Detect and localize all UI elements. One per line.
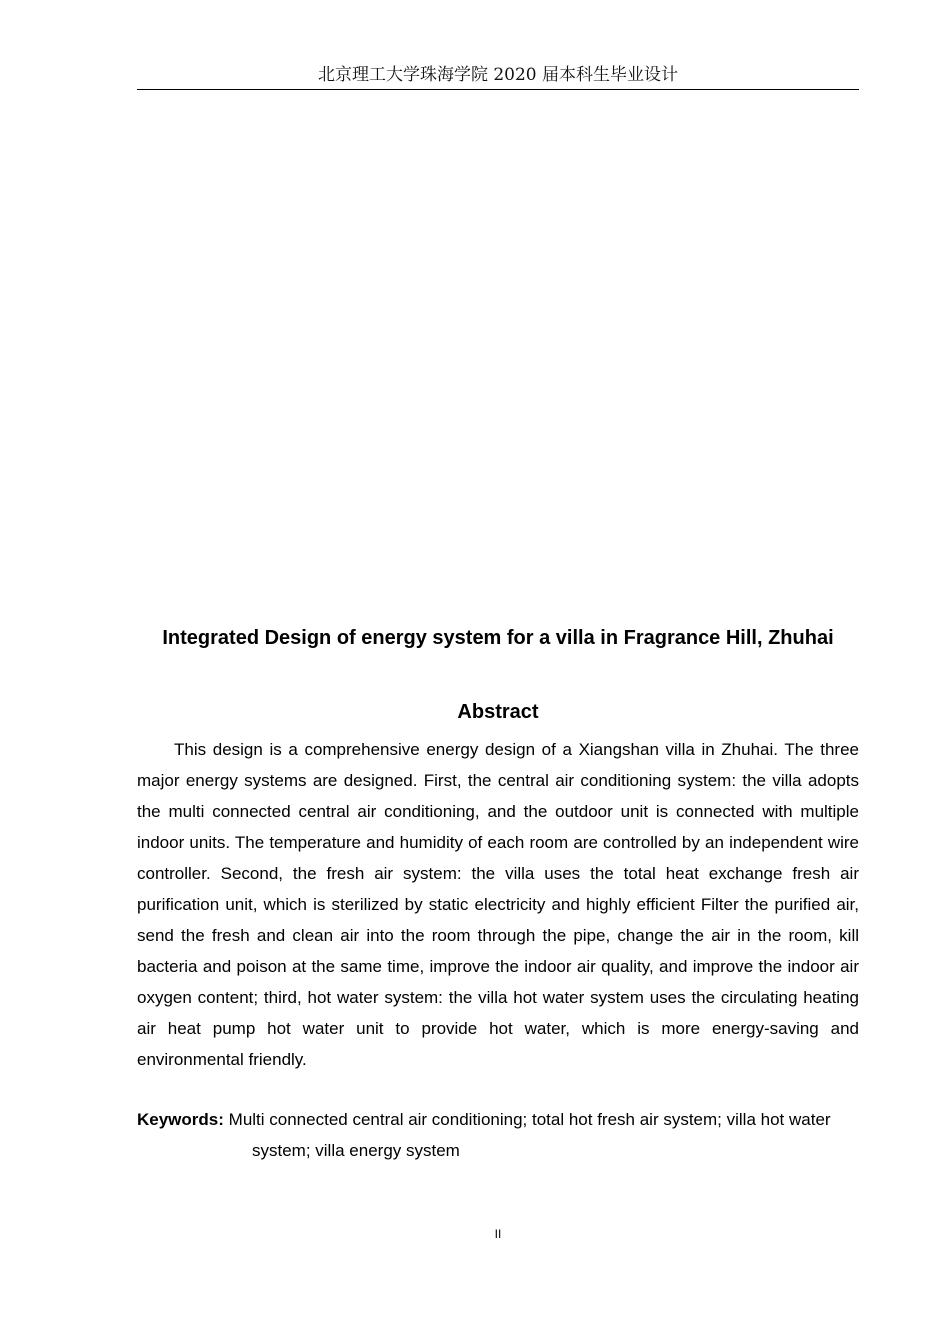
abstract-heading: Abstract [457,701,539,723]
keywords-line-1 [137,1104,859,1135]
abstract-body: This design is a comprehensive energy design of a Xiangshan villa in Zhuhai. The three major energy systems are designed. First, the central air conditioning system: the villa adopts the multi connected central air conditioning, and the outdoor unit is connected with multiple indoor units. The temperature and humidity of each room are controlled by an independent wire controller. Second, the fresh air system: the villa uses the total heat exchange fresh air purification unit, which is sterilized by static electricity and highly efficient Filter the purified air, send the fresh and clean air into the room through the pipe, change the air in the room, kill bacteria and poison at the same time, improve the indoor air quality, and improve the indoor air oxygen content; third, hot water system: the villa hot water system uses the circulating heating air heat pump hot water unit to provide hot water, which is more energy-saving and environmental friendly. [137,740,859,1069]
running-header: 北京理工大学珠海学院 2020 届本科生毕业设计 [317,65,679,85]
keywords-label: Keywords: [137,1110,224,1129]
keywords-text-line-1: Multi connected central air conditioning; total hot fresh air system; villa hot water [228,1110,831,1129]
keywords-block [137,1104,859,1166]
page-number: II [494,1227,502,1241]
header-rule [137,89,859,90]
paper-title: Integrated Design of energy system for a villa in Fragrance Hill, Zhuhai [162,627,834,649]
keywords-text-line-2: system; villa energy system [252,1141,460,1160]
